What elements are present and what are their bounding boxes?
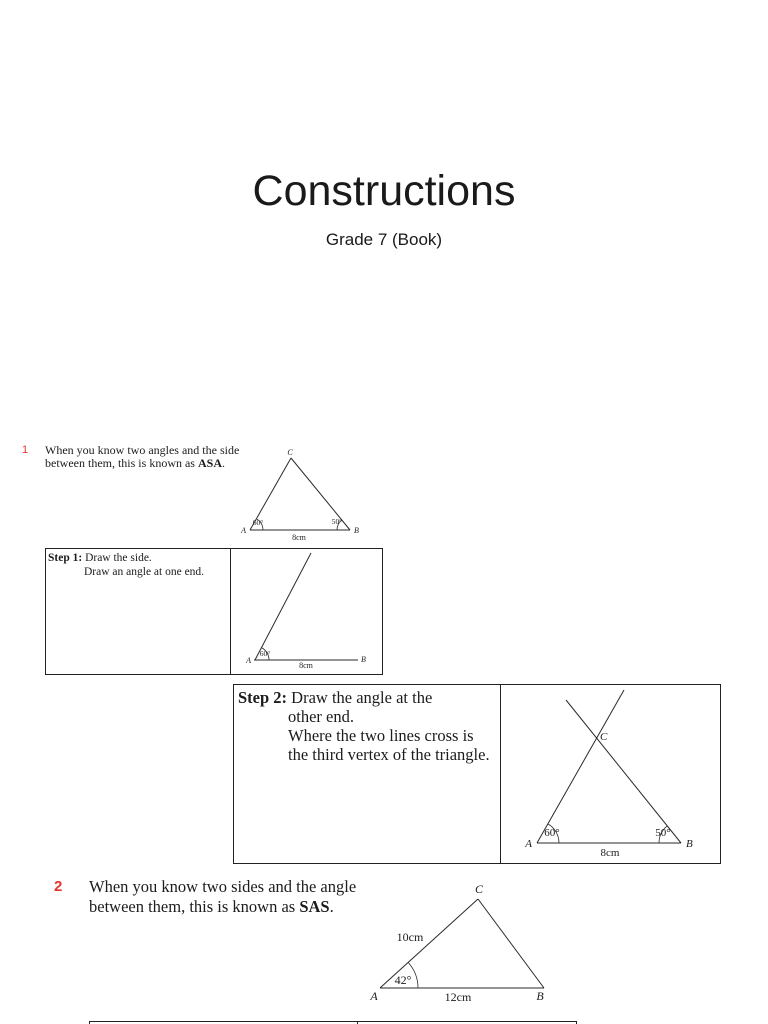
angle-a-label: 42° xyxy=(394,973,412,987)
step-1-text-1: Draw the side. xyxy=(85,552,152,564)
angle-ray-line xyxy=(255,553,311,660)
side-bc-line xyxy=(478,899,544,988)
page-title: Constructions xyxy=(252,167,516,215)
step-2-text-1: Draw the angle at the xyxy=(291,688,433,707)
angle-a-label: 60° xyxy=(544,827,560,839)
step-2-line-1 xyxy=(238,688,490,707)
vertex-c-label: C xyxy=(600,731,608,743)
section-1-number: 1 xyxy=(22,444,29,456)
section-2-intro xyxy=(89,877,356,917)
section-1-intro-line-1: When you know two angles and the side xyxy=(45,443,240,457)
step-2-line-3: Where the two lines cross is xyxy=(288,726,474,745)
section-1-method-name: ASA xyxy=(197,456,222,470)
asa-triangle-figure xyxy=(230,440,370,545)
ray-from-b-line xyxy=(566,700,681,843)
angle-b-label: 50° xyxy=(331,517,343,526)
side-ab-label: 8cm xyxy=(299,661,313,670)
vertex-a-label: A xyxy=(246,656,251,665)
page-subtitle: Grade 7 (Book) xyxy=(325,230,443,249)
vertex-b-label: B xyxy=(354,526,359,535)
step-1-instructions xyxy=(48,551,204,579)
vertex-c-label: C xyxy=(287,448,293,457)
section-2-intro-line-1: When you know two sides and the angle xyxy=(89,877,357,896)
step-1-divider xyxy=(230,549,231,674)
side-ab-label: 8cm xyxy=(292,533,306,542)
vertex-a-label: A xyxy=(370,989,378,1003)
angle-a-label: 60° xyxy=(252,518,264,527)
vertex-b-label: B xyxy=(686,838,693,850)
step-2-instructions xyxy=(238,688,490,764)
step-2-line-4: the third vertex of the triangle. xyxy=(288,745,490,764)
section-2-number: 2 xyxy=(54,878,63,895)
vertex-a-label: A xyxy=(525,838,532,850)
vertex-a-label: A xyxy=(241,526,246,535)
step-2-label: Step 2: xyxy=(238,688,288,707)
section-1-intro xyxy=(45,444,239,470)
sas-triangle-figure xyxy=(360,880,560,1005)
section-1-period: . xyxy=(222,456,225,470)
side-ab-label: 8cm xyxy=(600,847,620,859)
section-1-intro-line-2 xyxy=(45,457,239,470)
section-2-intro-text: between them, this is known as xyxy=(89,897,296,916)
vertex-c-label: C xyxy=(474,882,484,896)
section-2-period: . xyxy=(329,897,334,916)
step-2-line-2: other end. xyxy=(288,707,354,726)
step-1-line-1 xyxy=(48,551,204,565)
vertex-b-label: B xyxy=(536,989,544,1003)
vertex-b-label: B xyxy=(361,655,366,664)
side-ab-label: 12cm xyxy=(444,990,472,1004)
angle-b-label: 50° xyxy=(655,827,671,839)
section-2-intro-line-2 xyxy=(89,897,356,917)
ray-from-a-line xyxy=(537,690,624,843)
step-1-label: Step 1: xyxy=(48,552,83,564)
step-1-line-2: Draw an angle at one end. xyxy=(84,566,205,578)
angle-a-label: 60° xyxy=(259,649,271,658)
step-2-figure xyxy=(505,686,715,861)
side-ac-label: 10cm xyxy=(396,930,424,944)
step-1-figure xyxy=(236,550,374,672)
section-1-intro-text: between them, this is known as xyxy=(45,456,195,470)
step-2-divider xyxy=(500,685,501,863)
section-2-method-name: SAS xyxy=(299,897,330,916)
